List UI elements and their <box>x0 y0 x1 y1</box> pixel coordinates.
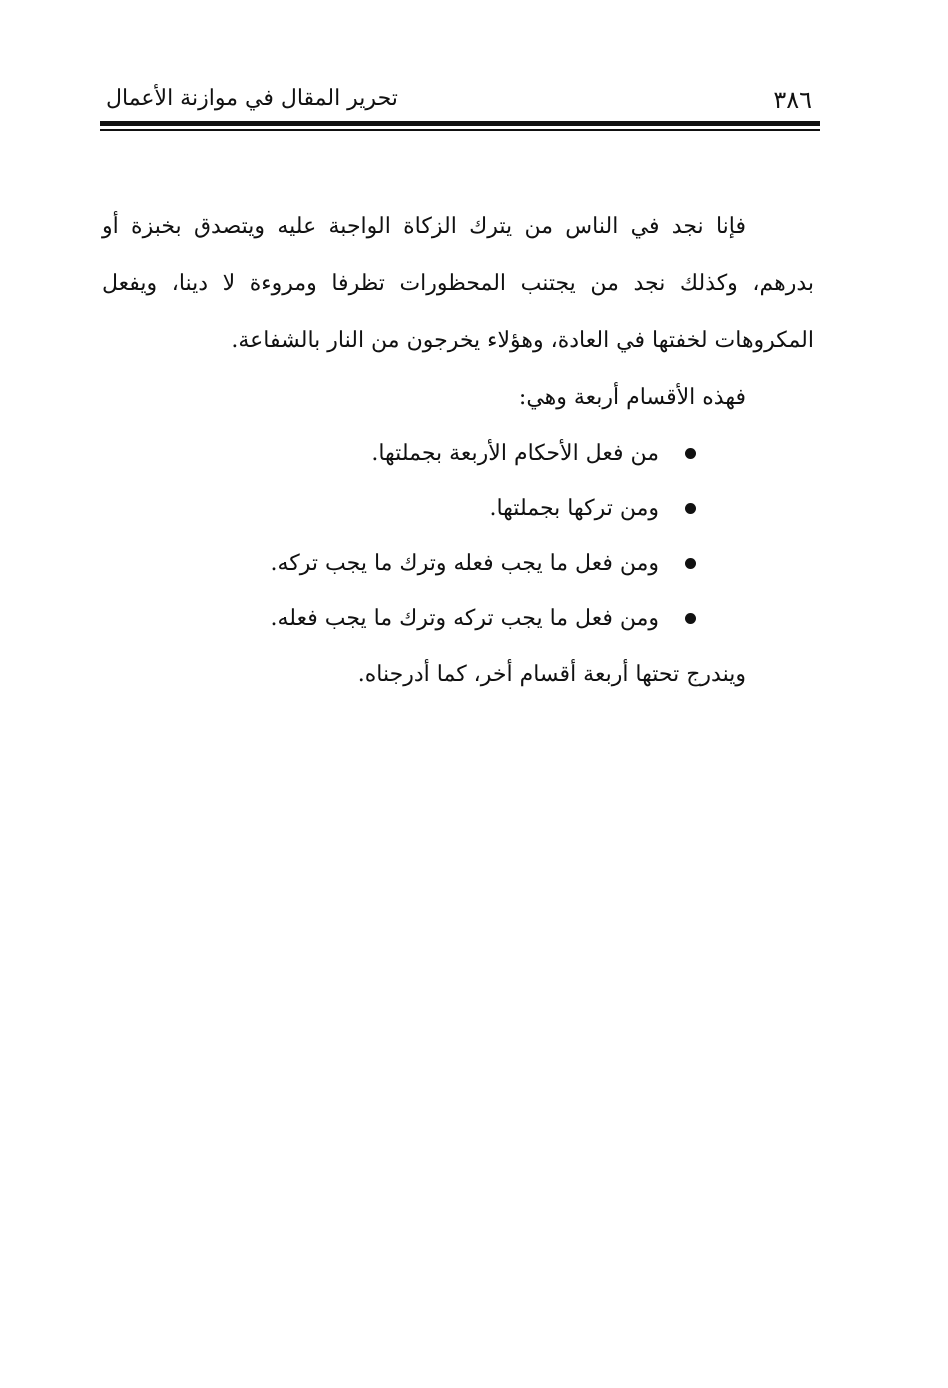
bullet-icon <box>685 448 696 459</box>
list-item-text: ومن تركها بجملتها. <box>489 496 659 521</box>
running-title: تحرير المقال في موازنة الأعمال <box>106 86 398 111</box>
list-item-text: ومن فعل ما يجب تركه وترك ما يجب فعله. <box>270 606 659 631</box>
bullet-icon <box>685 503 696 514</box>
page-header <box>100 78 820 118</box>
header-rule-thick <box>100 121 820 126</box>
bullet-list <box>102 426 814 646</box>
list-intro: فهذه الأقسام أربعة وهي: <box>518 385 746 410</box>
list-item-text: ومن فعل ما يجب فعله وترك ما يجب تركه. <box>270 551 659 576</box>
page-body <box>102 198 814 703</box>
list-item <box>102 481 696 536</box>
list-item <box>102 536 696 591</box>
bullet-icon <box>685 613 696 624</box>
list-item <box>102 426 696 481</box>
list-item <box>102 591 696 646</box>
bullet-icon <box>685 558 696 569</box>
page-number: ٣٨٦ <box>773 86 812 114</box>
header-rule-thin <box>100 129 820 131</box>
body-paragraph: فإنا نجد في الناس من يترك الزكاة الواجبة عليه ويتصدق بخبزة أو بدرهم، وكذلك نجد من يجتنب المحظورات تظرفا ومروءة لا دينا، ويفعل المكروهات لخفتها في العادة، وهؤلاء يخرجون من النار بالشفاعة. <box>102 214 814 353</box>
list-item-text: من فعل الأحكام الأربعة بجملتها. <box>371 441 659 466</box>
closing-sentence: ويندرج تحتها أربعة أقسام أخر، كما أدرجناه. <box>357 662 746 687</box>
